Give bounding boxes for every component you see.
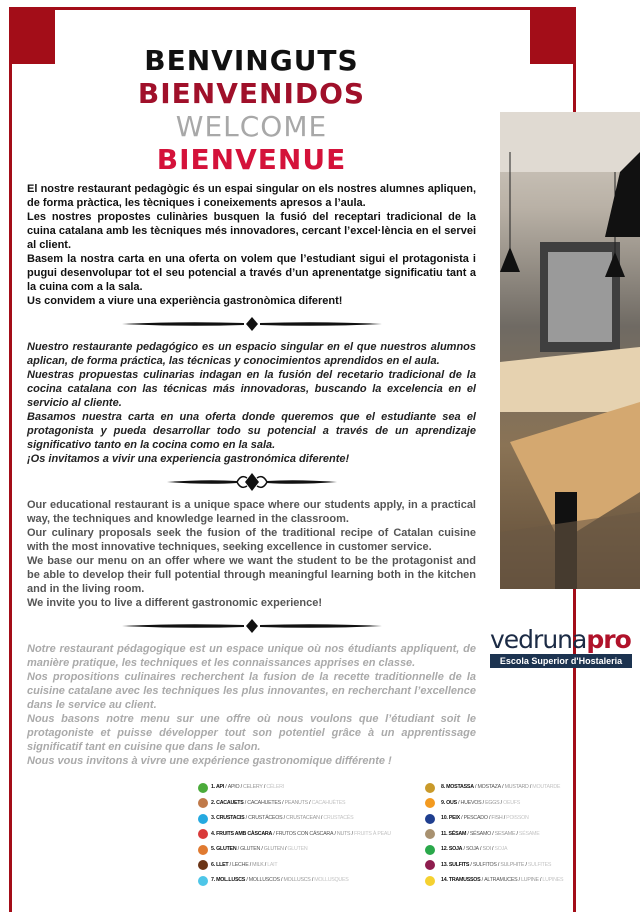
allergen-fr: SÉSAME xyxy=(518,830,540,837)
allergen-es: MOSTAZA xyxy=(477,784,501,790)
allergen-en: EGGS xyxy=(485,799,500,806)
allergen-item: 1. API / APIO / CELERY / CÉLERI xyxy=(198,780,391,796)
allergen-en: SOI xyxy=(482,846,491,852)
allergen-icon xyxy=(425,798,435,808)
allergen-item: 10. PEIX / PESCADO / FISH / POISSON xyxy=(425,811,563,827)
allergen-item: 13. SULFITS / SULFITOS / SULPHITE / SULFITES xyxy=(425,858,563,874)
allergen-legend xyxy=(27,780,564,892)
allergen-item: 12. SOJA / SOJA / SOI / SOJA xyxy=(425,842,563,858)
title-spanish: BIENVENIDOS xyxy=(137,77,366,110)
allergen-item: 8. MOSTASSA / MOSTAZA / MUSTARD / MOUTARDE xyxy=(425,780,563,796)
allergen-en: GLUTEN xyxy=(263,846,284,852)
allergen-fr: POISSON xyxy=(506,815,529,821)
allergen-en: SESAME xyxy=(494,830,516,837)
allergen-icon xyxy=(198,798,208,808)
paragraph: Nos propositions culinaires recherchent la fusion de la recette traditionnelle de la cuisine catalane avec les techniques les plus innovantes, en recherchant l’excellence dans le service au client. xyxy=(27,671,476,711)
frame-left-border xyxy=(9,7,12,912)
allergen-fr: CACAHUÈTES xyxy=(311,799,346,806)
allergen-item: 2. CACAUETS / CACAHUETES / PEANUTS / CACAHUÈTES xyxy=(198,796,391,812)
allergen-item: 3. CRUSTACIS / CRUSTÁCEOS / CRUSTACEAN / CRUSTACÉS xyxy=(198,811,391,827)
allergen-es: CRUSTÁCEOS xyxy=(248,815,283,821)
allergen-en: CELERY xyxy=(243,784,263,790)
paragraph: Basamos nuestra carta en una oferta donde queremos que el estudiante sea el protagonista y pueda desarrollar todo su potencial a través de un aprendizaje significativo tanto en la cocina como en la sala. xyxy=(27,411,476,451)
allergen-item: 6. LLET / LECHE / MILK / LAIT xyxy=(198,858,391,874)
allergen-fr: SULFITES xyxy=(527,861,552,868)
paragraph: We base our menu on an offer where we want the student to be the protagonist and be able to develop their full potential through meaningful learning both in the kitchen and in the living room. xyxy=(27,555,476,595)
logo-subtitle: Escola Superior d'Hostaleria xyxy=(490,654,632,668)
allergen-fr: MOUTARDE xyxy=(532,784,561,790)
paragraph: Nuestro restaurante pedagógico es un espacio singular en el que nuestros alumnos aplican, de forma práctica, las técnicas y conocimientos aprendidos en el aula. xyxy=(27,341,476,367)
french-text xyxy=(27,642,476,768)
allergen-name: 10. PEIX xyxy=(441,815,460,821)
logo-wordmark xyxy=(490,627,632,653)
allergen-item: 4. FRUITS AMB CÀSCARA / FRUTOS CON CÁSCARA / NUTS / FRUITS À PEAU xyxy=(198,827,391,843)
paragraph: El nostre restaurant pedagògic és un espai singular on els nostres alumnes apliquen, de forma pràctica, les tècniques i coneixements apresos a l’aula. xyxy=(27,183,476,209)
paragraph: ¡Os invitamos a vivir una experiencia gastronómica diferente! xyxy=(27,453,350,465)
allergen-icon xyxy=(425,860,435,870)
allergen-name: 13. SULFITS xyxy=(441,861,470,868)
vedrunapro-logo xyxy=(490,627,632,668)
allergen-name: 3. CRUSTACIS xyxy=(211,815,245,821)
paragraph: Notre restaurant pédagogique est un espace unique où nos étudiants appliquent, de manière pratique, les techniques et les connaissances apprises en classe. xyxy=(27,643,476,669)
allergen-es: APIO xyxy=(227,784,240,790)
title-french: BIENVENUE xyxy=(156,143,347,176)
allergen-en: MUSTARD xyxy=(504,784,529,790)
allergen-icon xyxy=(198,845,208,855)
allergen-en: SULPHITE xyxy=(500,861,525,868)
allergen-name: 8. MOSTASSA xyxy=(441,784,474,790)
spanish-text xyxy=(27,340,476,466)
allergen-name: 6. LLET xyxy=(211,861,229,868)
allergen-name: 2. CACAUETS xyxy=(211,799,244,806)
ornament-divider xyxy=(122,316,382,332)
allergen-icon xyxy=(425,829,435,839)
allergen-en: CRUSTACEAN xyxy=(286,815,320,821)
allergen-icon xyxy=(425,783,435,793)
logo-brand-b: pro xyxy=(586,625,631,654)
catalan-text xyxy=(27,182,476,308)
allergen-icon xyxy=(425,845,435,855)
allergen-item: 9. OUS / HUEVOS / EGGS / OEUFS xyxy=(425,796,563,812)
allergen-es: HUEVOS xyxy=(460,799,482,806)
allergen-fr: CÉLERI xyxy=(266,784,284,790)
paragraph: Les nostres propostes culinàries busquen la fusió del receptari tradicional de la cuina catalana amb les tècniques més innovadores, cercant l’excel·lència en el servei al client. xyxy=(27,211,476,251)
allergen-es: GLUTEN xyxy=(240,846,261,852)
allergen-icon xyxy=(425,876,435,886)
allergen-fr: LUPINES xyxy=(542,877,564,883)
allergen-icon xyxy=(425,814,435,824)
allergen-name: 7. MOL.LUSCS xyxy=(211,877,246,883)
allergen-icon xyxy=(198,876,208,886)
allergen-en: PEANUTS xyxy=(284,799,308,806)
paragraph: Basem la nostra carta en una oferta on volem que l’estudiant sigui el protagonista i pugui desenvolupar tot el seu potencial a través d’un aprenentatge significatiu tant a la cuina com a la sala. xyxy=(27,253,476,293)
allergen-item: 14. TRAMUSSOS / ALTRAMUCES / LUPINE / LUPINES xyxy=(425,873,563,889)
allergen-es: MOLLUSCOS xyxy=(248,877,280,883)
allergen-item: 5. GLUTEN / GLUTEN / GLUTEN / GLUTEN xyxy=(198,842,391,858)
logo-brand-a: vedruna xyxy=(490,625,587,654)
ornament-divider-scroll xyxy=(167,470,337,494)
allergen-item: 11. SÉSAM / SÉSAMO / SESAME / SÉSAME xyxy=(425,827,563,843)
allergen-list-right xyxy=(425,780,563,889)
allergen-icon xyxy=(198,783,208,793)
title-catalan: BENVINGUTS xyxy=(144,44,359,77)
allergen-es: CACAHUETES xyxy=(247,799,281,806)
paragraph: Our culinary proposals seek the fusion of the traditional recipe of Catalan cuisine with the most innovative techniques, seeking excellence in customer service. xyxy=(27,527,476,553)
allergen-fr: GLUTEN xyxy=(287,846,308,852)
allergen-item: 7. MOL.LUSCS / MOLLUSCOS / MOLLUSCS / MOLLUSQUES xyxy=(198,873,391,889)
allergen-name: 11. SÉSAM xyxy=(441,830,467,837)
paragraph: Our educational restaurant is a unique space where our students apply, in a practical way, the techniques and knowledge learned in the classroom. xyxy=(27,499,476,525)
title-english: WELCOME xyxy=(175,110,328,143)
allergen-es: LECHE xyxy=(232,861,249,868)
allergen-es: FRUTOS CON CÁSCARA xyxy=(275,830,334,837)
allergen-en: MOLLUSCS xyxy=(283,877,311,883)
paragraph: Nuestras propuestas culinarias indagan en la fusión del recetario tradicional de la cocina catalana con las técnicas más innovadoras, buscando la excelencia en el servicio al cliente. xyxy=(27,369,476,409)
allergen-en: LUPINE xyxy=(521,877,539,883)
allergen-fr: SOJA xyxy=(494,846,508,852)
allergen-name: 9. OUS xyxy=(441,799,457,806)
allergen-fr: CRUSTACÉS xyxy=(323,815,354,821)
ornament-divider xyxy=(122,618,382,634)
paragraph: Nous vous invitons à vivre une expérience gastronomique différente ! xyxy=(27,755,392,767)
allergen-es: PESCADO xyxy=(463,815,488,821)
allergen-es: SOJA xyxy=(465,846,479,852)
allergen-es: SULFITOS xyxy=(472,861,497,868)
restaurant-photo xyxy=(500,112,640,589)
frame-top-border xyxy=(9,7,576,10)
allergen-name: 14. TRAMUSSOS xyxy=(441,877,481,883)
allergen-name: 4. FRUITS AMB CÀSCARA xyxy=(211,830,273,837)
allergen-icon xyxy=(198,860,208,870)
allergen-fr: FRUITS À PEAU xyxy=(354,830,391,837)
allergen-fr: MOLLUSQUES xyxy=(314,877,349,883)
paragraph: We invite you to live a different gastronomic experience! xyxy=(27,597,323,609)
paragraph: Us convidem a viure una experiència gastronòmica diferent! xyxy=(27,295,343,307)
allergen-name: 5. GLUTEN xyxy=(211,846,237,852)
paragraph: Nous basons notre menu sur une offre où nous voulons que l’étudiant soit le protagoniste et puisse développer tout son potentiel grâce à un apprentissage significatif tant en cuisine que dans le salon. xyxy=(27,713,476,753)
allergen-name: 1. API xyxy=(211,784,225,790)
allergen-en: FISH xyxy=(491,815,503,821)
frame-corner-right xyxy=(530,7,576,64)
allergen-icon xyxy=(198,829,208,839)
allergen-name: 12. SOJA xyxy=(441,846,463,852)
allergen-fr: OEUFS xyxy=(503,799,521,806)
allergen-en: MILK xyxy=(252,861,264,868)
allergen-es: SÉSAMO xyxy=(469,830,491,837)
allergen-fr: LAIT xyxy=(267,861,278,868)
english-text xyxy=(27,498,476,610)
allergen-en: NUTS xyxy=(336,830,351,837)
welcome-titles xyxy=(27,44,476,176)
allergen-icon xyxy=(198,814,208,824)
allergen-list-left xyxy=(198,780,391,889)
allergen-es: ALTRAMUCES xyxy=(484,877,518,883)
